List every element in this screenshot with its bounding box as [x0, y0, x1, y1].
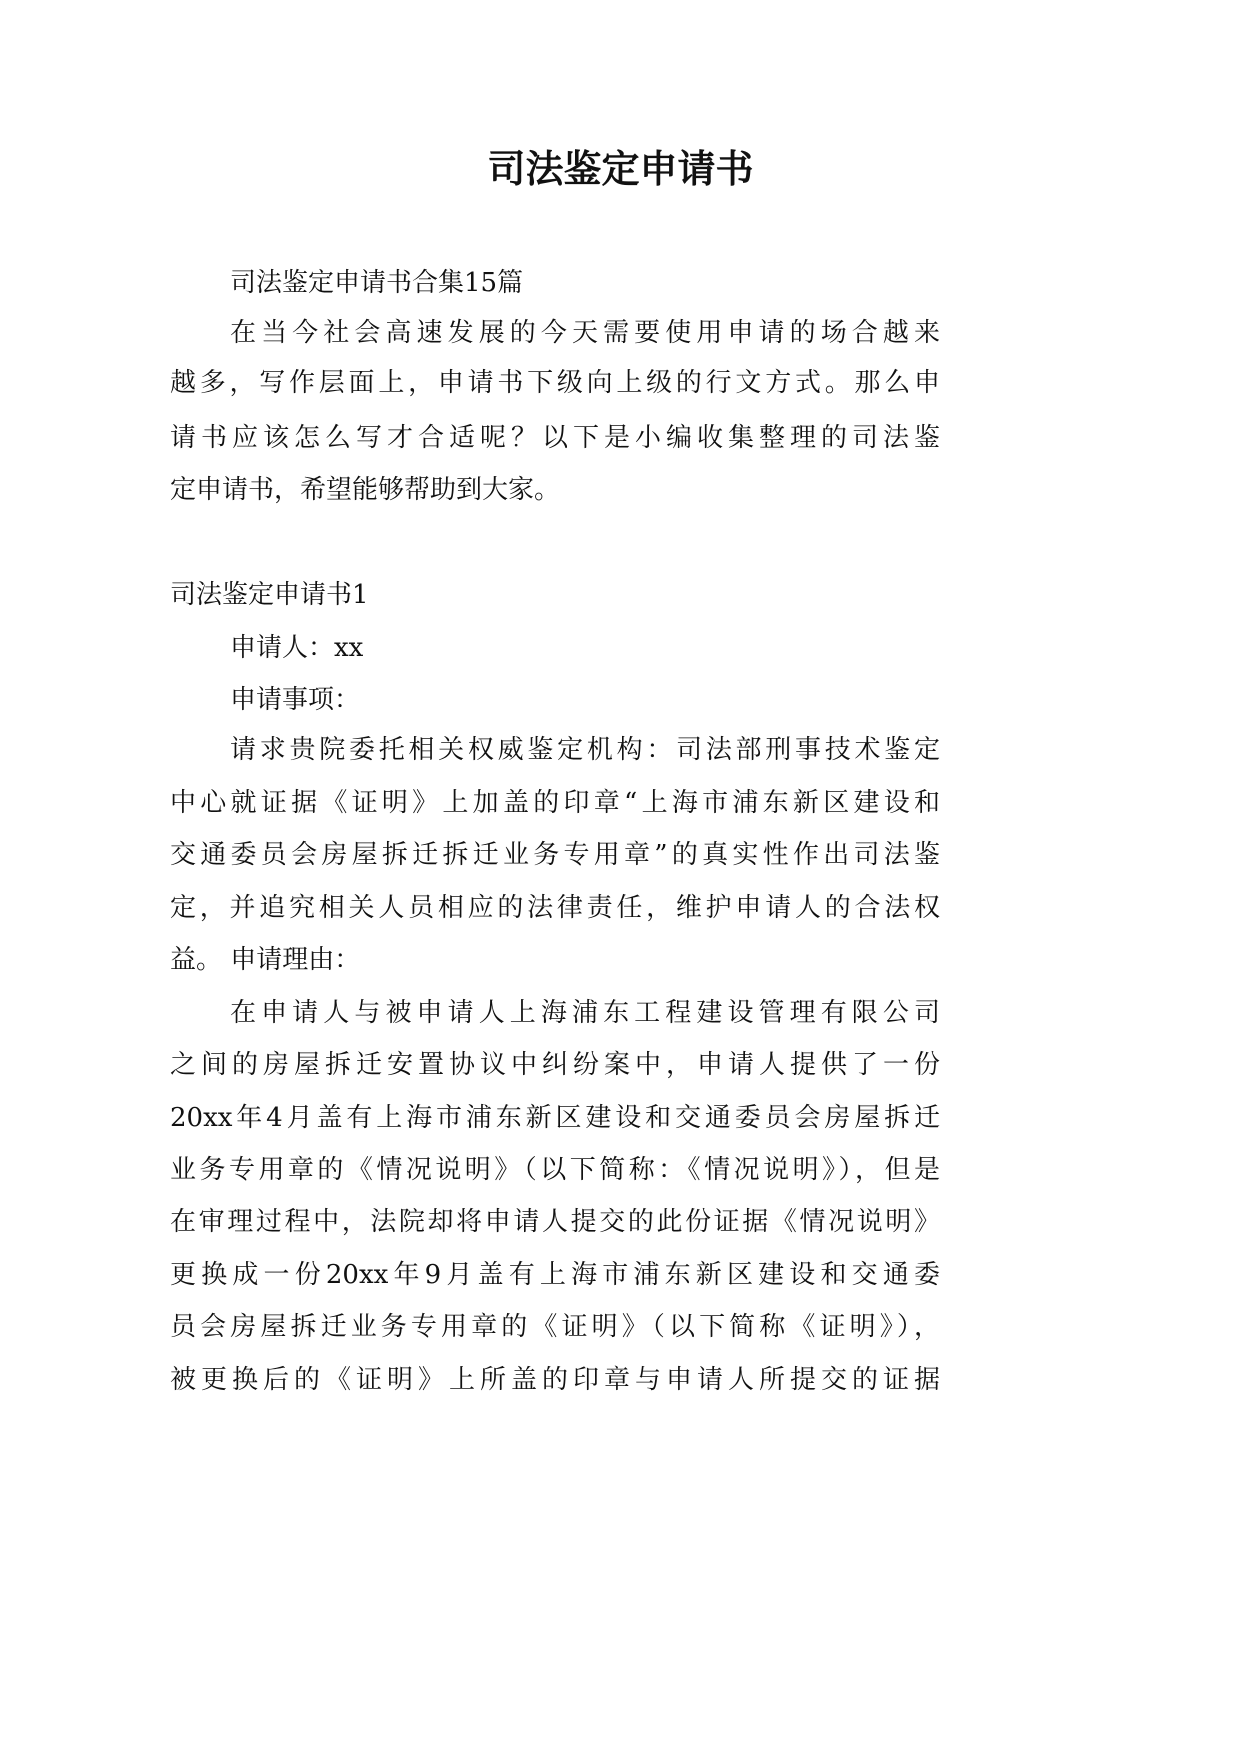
intro-line: 定申请书，希望能够帮助到大家。 — [170, 475, 561, 505]
body-line: 在申请人与被申请人上海浦东工程建设管理有限公司 — [230, 998, 940, 1028]
body-line: 业务专用章的《情况说明》（以下简称：《情况说明》），但是 — [170, 1155, 940, 1185]
body-line: 定，并追究相关人员相应的法律责任，维护申请人的合法权 — [170, 893, 940, 923]
body-line: 益。 申请理由： — [170, 945, 361, 975]
body-line: 更换成一份20xx年9月盖有上海市浦东新区建设和交通委 — [170, 1260, 940, 1290]
body-line: 在审理过程中，法院却将申请人提交的此份证据《情况说明》 — [170, 1207, 940, 1237]
section-heading: 司法鉴定申请书1 — [170, 580, 369, 610]
applicant-line: 申请人：xx — [230, 633, 364, 663]
body-line: 请求贵院委托相关权威鉴定机构：司法部刑事技术鉴定 — [230, 735, 940, 765]
matters-label: 申请事项： — [230, 685, 361, 715]
body-line: 员会房屋拆迁业务专用章的《证明》（以下简称《证明》）， — [170, 1312, 940, 1342]
body-line: 中心就证据《证明》上加盖的印章“上海市浦东新区建设和 — [170, 788, 940, 818]
body-line: 交通委员会房屋拆迁拆迁业务专用章”的真实性作出司法鉴 — [170, 840, 940, 870]
body-line: 被更换后的《证明》上所盖的印章与申请人所提交的证据 — [170, 1365, 940, 1395]
document-title: 司法鉴定申请书 — [487, 147, 754, 191]
intro-line: 请书应该怎么写才合适呢？以下是小编收集整理的司法鉴 — [170, 423, 940, 453]
intro-line: 越多，写作层面上，申请书下级向上级的行文方式。那么申 — [170, 368, 940, 398]
body-line: 20xx年4月盖有上海市浦东新区建设和交通委员会房屋拆迁 — [170, 1103, 940, 1133]
body-line: 之间的房屋拆迁安置协议中纠纷案中，申请人提供了一份 — [170, 1050, 940, 1080]
subtitle-line: 司法鉴定申请书合集15篇 — [230, 268, 524, 298]
intro-line: 在当今社会高速发展的今天需要使用申请的场合越来 — [230, 318, 940, 348]
